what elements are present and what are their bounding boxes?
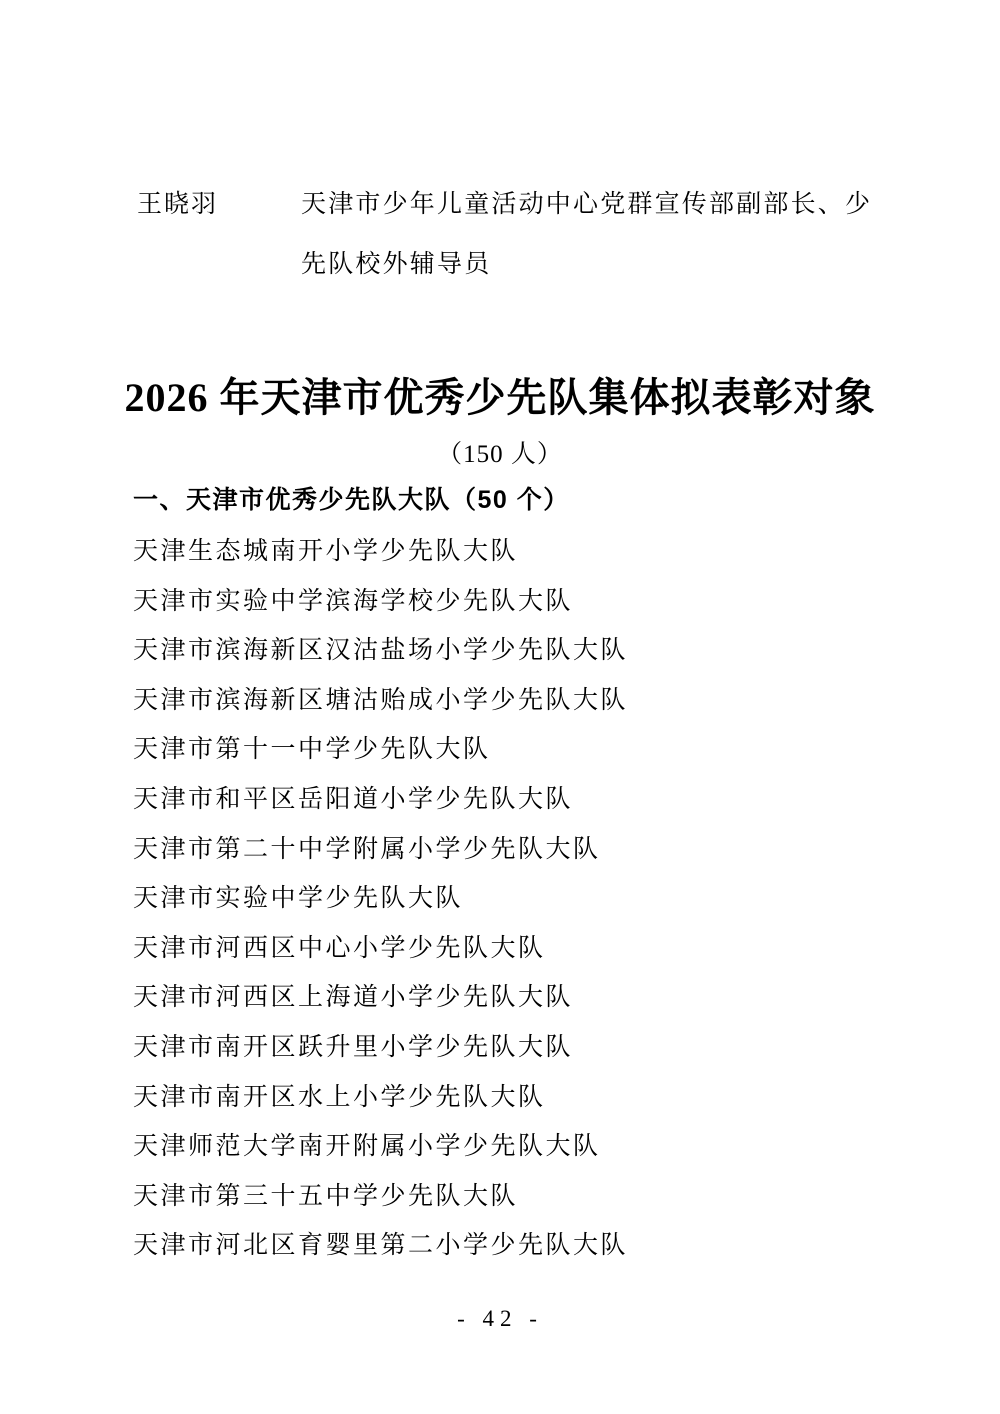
award-list — [133, 527, 913, 1271]
section-heading: 一、天津市优秀少先队大队（50 个） — [133, 486, 570, 514]
award-list-item: 天津市河西区上海道小学少先队大队 — [133, 984, 574, 1012]
award-list-item: 天津市河西区中心小学少先队大队 — [133, 934, 546, 962]
award-list-item: 天津市滨海新区塘沽贻成小学少先队大队 — [133, 686, 629, 714]
award-list-item: 天津市第二十中学附属小学少先队大队 — [133, 835, 601, 863]
page-number: - 42 - — [457, 1306, 543, 1331]
document-title: 2026 年天津市优秀少先队集体拟表彰对象 — [124, 375, 876, 420]
roster-entry-title-line-1: 天津市少年儿童活动中心党群宣传部副部长、少 — [301, 191, 873, 218]
award-list-item: 天津市滨海新区汉沽盐场小学少先队大队 — [133, 637, 629, 665]
award-list-item: 天津师范大学南开附属小学少先队大队 — [133, 1133, 601, 1161]
award-list-item: 天津生态城南开小学少先队大队 — [133, 538, 519, 565]
roster-entry-title-line-2: 先队校外辅导员 — [301, 251, 492, 278]
award-list-item: 天津市南开区水上小学少先队大队 — [133, 1083, 546, 1111]
award-list-item: 天津市河北区育婴里第二小学少先队大队 — [133, 1232, 629, 1260]
award-list-item: 天津市实验中学少先队大队 — [133, 885, 464, 913]
award-list-item: 天津市第三十五中学少先队大队 — [133, 1182, 519, 1210]
award-list-item: 天津市南开区跃升里小学少先队大队 — [133, 1033, 574, 1061]
award-list-item: 天津市实验中学滨海学校少先队大队 — [133, 587, 574, 615]
roster-entry-name: 王晓羽 — [137, 191, 219, 218]
award-list-item: 天津市第十一中学少先队大队 — [133, 736, 491, 764]
document-subtitle: （150 人） — [437, 441, 563, 468]
award-list-item: 天津市和平区岳阳道小学少先队大队 — [133, 785, 574, 813]
